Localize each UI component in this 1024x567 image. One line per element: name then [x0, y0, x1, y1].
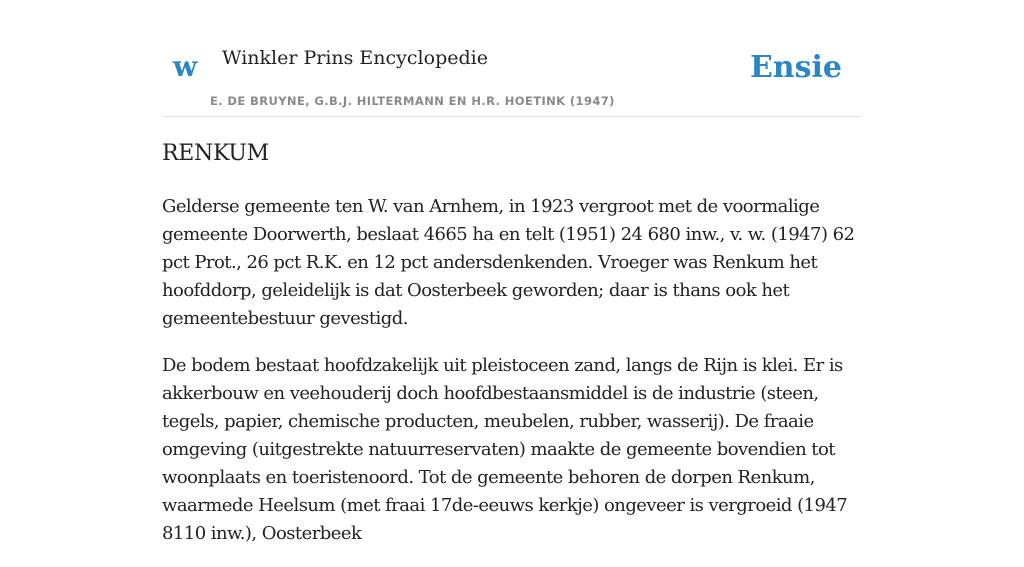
- article-paragraph: Gelderse gemeente ten W. van Arnhem, in 1923 vergroot met de voormalige gemeente Doorwerth, beslaat 4665 ha en telt (1951) 24 680 inw., v. w. (1947) 62 pct Prot., 26 pct R.K. en 12 pct andersdenkenden. Vroeger was Renkum het hoofddorp, geleidelijk is dat Oosterbeek geworden; daar is thans ook het gemeentebestuur gevestigd.: [162, 195, 855, 329]
- article-paragraph: De bodem bestaat hoofdzakelijk uit pleistoceen zand, langs de Rijn is klei. Er is akkerbouw en veehouderij doch hoofdbestaansmiddel is de industrie (steen, tegels, papier, chemische producten, meubelen, rubber, wasserij). De fraaie omgeving (uitgestrekte natuurreservaten) maakte de gemeente bovendien tot woonplaats en toeristenoord. Tot de gemeente behoren de dorpen Renkum, waarmede Heelsum (met fraai 17de-eeuws kerkje) ongeveer is vergroeid (1947 8110 inw.), Oosterbeek: [162, 354, 848, 544]
- brand-logo[interactable]: Ensie: [749, 50, 842, 85]
- site-subtitle: E. DE BRUYNE, G.B.J. HILTERMANN EN H.R. HOETINK (1947): [210, 94, 615, 108]
- article: [162, 140, 862, 567]
- site-header: [162, 36, 862, 117]
- article-title: RENKUM: [162, 141, 269, 166]
- site-logo[interactable]: w: [173, 50, 198, 83]
- site-title[interactable]: Winkler Prins Encyclopedie: [222, 47, 488, 69]
